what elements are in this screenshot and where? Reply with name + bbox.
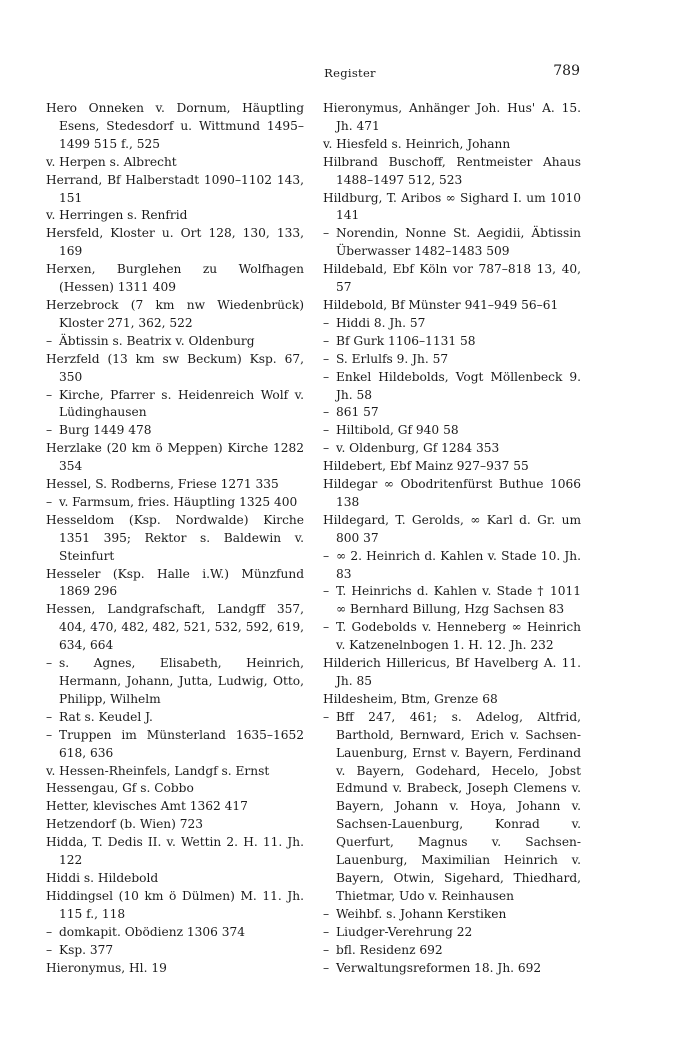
index-subentry: – Hiddi 8. Jh. 57 (323, 315, 581, 333)
index-entry: Hessen, Landgrafschaft, Landgff 357, 404, 470, 482, 482, 521, 532, 592, 619, 634, 664 (46, 602, 304, 653)
index-subentry: – Äbtissin s. Beatrix v. Oldenburg (46, 333, 304, 351)
index-entry: Hieronymus, Hl. 19 (46, 960, 167, 975)
index-subentry: – S. Erlulfs 9. Jh. 57 (323, 351, 581, 369)
index-subentry: – T. Heinrichs d. Kahlen v. Stade † 1011 ∞ Bernhard Billung, Hzg Sachsen 83 (323, 583, 581, 619)
index-subentry: – Ksp. 377 (46, 942, 304, 960)
index-subentry: – bfl. Residenz 692 (323, 942, 581, 960)
index-subentry: – Liudger-Verehrung 22 (323, 924, 581, 942)
index-entry: Hildegard, T. Gerolds, ∞ Karl d. Gr. um 800 37 (323, 512, 581, 545)
index-subentry: – Rat s. Keudel J. (46, 709, 304, 727)
index-subentry: – Truppen im Münsterland 1635–1652 618, 636 (46, 727, 304, 763)
index-subentry: – Kirche, Pfarrer s. Heidenreich Wolf v. Lüdinghausen (46, 387, 304, 423)
index-entry: v. Hessen-Rheinfels, Landgf s. Ernst (46, 763, 270, 778)
index-subentry: – Bff 247, 461; s. Adelog, Altfrid, Barthold, Bernward, Erich v. Sachsen-Lauenburg, Ernst v. Bayern, Ferdinand v. Bayern, Godehard, Hecelo, Jobst Edmund v. Brabeck, Joseph Clemens v. Bayern, Johann v. Hoya, Johann v. Sachsen-Lauenburg, Konrad v. Querfurt, Magnus v. Sachsen-Lauenburg, Maximilian Heinrich v. Bayern, Otwin, Sigehard, Thiedhard, Thietmar, Udo v. Reinhausen (323, 709, 581, 906)
index-entry: Herzlake (20 km ö Meppen) Kirche 1282 354 (46, 441, 304, 474)
index-subentry: – v. Oldenburg, Gf 1284 353 (323, 440, 581, 458)
index-entry: Hilderich Hillericus, Bf Havelberg A. 11. Jh. 85 (323, 656, 581, 688)
index-subentry: – s. Agnes, Elisabeth, Heinrich, Hermann, Johann, Jutta, Ludwig, Otto, Philipp, Wilhelm (46, 655, 304, 709)
index-entry: Hessengau, Gf s. Cobbo (46, 781, 194, 796)
index-subentry: – ∞ 2. Heinrich d. Kahlen v. Stade 10. Jh. 83 (323, 548, 581, 584)
index-subentry: – T. Godebolds v. Henneberg ∞ Heinrich v. Katzenelnbogen 1. H. 12. Jh. 232 (323, 619, 581, 655)
index-entry: Herzfeld (13 km sw Beckum) Ksp. 67, 350 (46, 351, 304, 384)
index-subentry: – Burg 1449 478 (46, 422, 304, 440)
index-subentry: – Verwaltungsreformen 18. Jh. 692 (323, 960, 581, 978)
index-entry: v. Herringen s. Renfrid (46, 208, 188, 223)
index-entry: Hildburg, T. Aribos ∞ Sighard I. um 1010 141 (323, 190, 581, 223)
index-entry: Hildegar ∞ Obodritenfürst Buthue 1066 138 (323, 477, 581, 509)
index-entry: Hieronymus, Anhänger Joh. Hus' A. 15. Jh. 471 (323, 101, 581, 133)
index-entry: v. Hiesfeld s. Heinrich, Johann (323, 136, 511, 151)
index-subentry: – v. Farmsum, fries. Häuptling 1325 400 (46, 494, 304, 512)
index-entry: Hersfeld, Kloster u. Ort 128, 130, 133, 169 (46, 226, 304, 259)
index-entry: Hero Onneken v. Dornum, Häuptling Esens, Stedesdorf u. Wittmund 1495–1499 515 f., 525 (46, 101, 304, 151)
index-subentry: – Norendin, Nonne St. Aegidii, Äbtissin Überwasser 1482–1483 509 (323, 225, 581, 261)
index-column-left (46, 100, 304, 977)
index-entry: Hiddi s. Hildebold (46, 870, 159, 885)
page-number: 789 (553, 63, 580, 79)
index-subentry: – Enkel Hildebolds, Vogt Möllenbeck 9. Jh. 58 (323, 369, 581, 405)
index-entry: Hessel, S. Rodberns, Friese 1271 335 (46, 477, 279, 492)
index-entry: Hetter, klevisches Amt 1362 417 (46, 799, 248, 814)
index-entry: Hildebert, Ebf Mainz 927–937 55 (323, 459, 529, 474)
index-entry: Hiddingsel (10 km ö Dülmen) M. 11. Jh. 115 f., 118 (46, 888, 304, 921)
index-entry: Herzebrock (7 km nw Wiedenbrück) Kloster 271, 362, 522 (46, 297, 304, 330)
index-subentry: – Weihbf. s. Johann Kerstiken (323, 906, 581, 924)
index-subentry: – Hiltibold, Gf 940 58 (323, 422, 581, 440)
index-entry: Hidda, T. Dedis II. v. Wettin 2. H. 11. Jh. 122 (46, 835, 304, 868)
index-entry: Herxen, Burglehen zu Wolfhagen (Hessen) 1311 409 (46, 262, 304, 295)
index-entry: Hesseldom (Ksp. Nordwalde) Kirche 1351 395; Rektor s. Baldewin v. Steinfurt (46, 512, 304, 563)
index-subentry: – domkapit. Obödienz 1306 374 (46, 924, 304, 942)
index-entry: v. Herpen s. Albrecht (46, 154, 177, 169)
index-column-right (323, 100, 581, 977)
index-entry: Hetzendorf (b. Wien) 723 (46, 817, 204, 832)
index-entry: Hilbrand Buschoff, Rentmeister Ahaus 1488–1497 512, 523 (323, 154, 581, 187)
index-entry: Hildesheim, Btm, Grenze 68 (323, 691, 498, 706)
index-entry: Hesseler (Ksp. Halle i.W.) Münzfund 1869 296 (46, 566, 304, 599)
index-entry: Hildebold, Bf Münster 941–949 56–61 (323, 297, 559, 312)
index-subentry: – 861 57 (323, 404, 581, 422)
running-head: Register (324, 66, 376, 80)
index-entry: Hildebald, Ebf Köln vor 787–818 13, 40, 57 (323, 262, 581, 295)
index-subentry: – Bf Gurk 1106–1131 58 (323, 333, 581, 351)
index-entry: Herrand, Bf Halberstadt 1090–1102 143, 151 (46, 172, 304, 205)
